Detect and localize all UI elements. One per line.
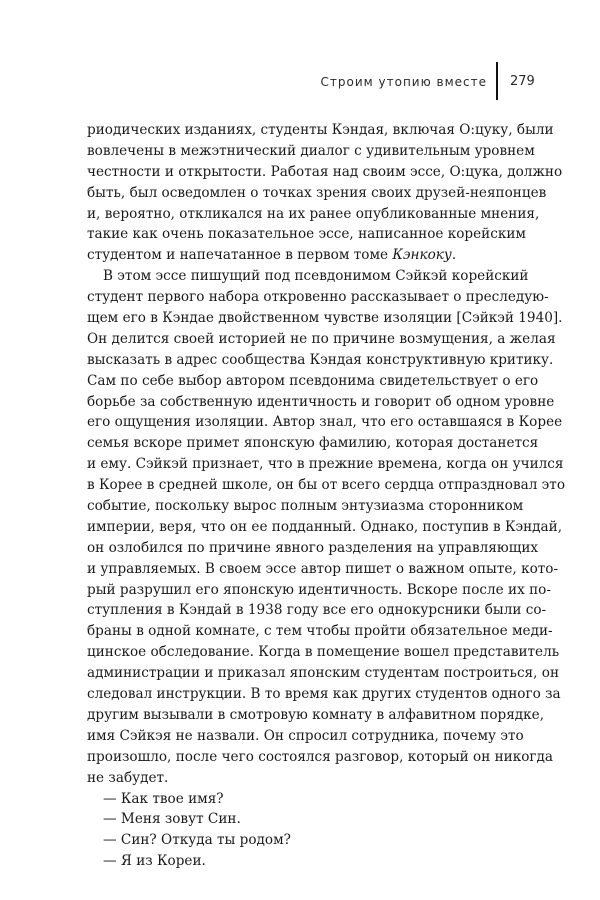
header-rule	[496, 62, 498, 100]
text-line: событие, поскольку вырос полным энтузиазма сторонником	[87, 498, 524, 515]
text-line: Сам по себе выбор автором псевдонима свидетельствует о его	[87, 372, 539, 389]
text-line: быть, был осведомлен о точках зрения своих друзей-неяпонцев	[87, 184, 547, 201]
text-line: произошло, после чего состоялся разговор, который он никогда	[87, 748, 554, 765]
text-line: борьбе за собственную идентичность и говорит об одном уровне	[87, 393, 555, 410]
text-line: студент первого набора откровенно рассказывает о преследую-	[87, 289, 549, 306]
text-line: и, вероятно, откликался на их ранее опубликованные мнения,	[87, 205, 540, 222]
text-line: другим вызывали в смотровую комнату в алфавитном порядке,	[87, 706, 545, 723]
text-line: семья вскоре примет японскую фамилию, которая достанется	[87, 435, 539, 452]
text-line: Он делится своей историей не по причине возмущения, а желая	[87, 330, 556, 347]
text-span: студентом и напечатанное в первом томе	[87, 247, 393, 264]
dialogue-line: — Я из Кореи.	[103, 853, 206, 870]
text-line: не забудет.	[87, 769, 169, 786]
text-line: имя Сэйкэя не назвали. Он спросил сотрудника, почему это	[87, 727, 524, 744]
dialogue-line: — Син? Откуда ты родом?	[103, 832, 291, 849]
text-line: следовал инструкции. В то время как других студентов одного за	[87, 686, 561, 703]
text-line: ступления в Кэндай в 1938 году все его однокурсники были со-	[87, 602, 547, 619]
text-line: щем его в Кэндае двойственном чувстве изоляции [Сэйкэй 1940].	[87, 310, 563, 327]
text-line: В этом эссе пишущий под псевдонимом Сэйкэй корейский	[103, 268, 529, 285]
body-text	[87, 120, 566, 872]
text-line: в Корее в средней школе, он бы от всего сердца отпраздновал это	[87, 477, 566, 494]
text-line: и ему. Сэйкэй признает, что в прежние времена, когда он учился	[87, 456, 564, 473]
text-line: его ощущения изоляции. Автор знал, что его оставшаяся в Корее	[87, 414, 563, 431]
text-line: цинское обследование. Когда в помещение вошел представитель	[87, 644, 560, 661]
text-line: империи, веря, что он ее подданный. Однако, поступив в Кэндай,	[87, 518, 563, 535]
dialogue-line: — Меня зовут Син.	[103, 811, 241, 828]
text-span: .	[451, 247, 457, 264]
text-line: рый разрушил его японскую идентичность. Вскоре после их по-	[87, 581, 551, 598]
page-number: 279	[510, 74, 535, 89]
dialogue-line: — Как твое имя?	[103, 790, 224, 807]
text-line: такие как очень показательное эссе, написанное корейским	[87, 226, 526, 243]
journal-title: Кэнкоку	[392, 247, 452, 264]
paragraph-1	[87, 120, 563, 266]
text-line: честности и открытости. Работая над своим эссе, О:цука, должно	[87, 163, 563, 180]
text-line: он озлобился по причине явного разделения на управляющих	[87, 539, 539, 556]
text-line: высказать в адрес сообщества Кэндая конструктивную критику.	[87, 351, 554, 368]
text-line: вовлечены в межэтнический диалог с удивительным уровнем	[87, 142, 535, 159]
dialogue	[87, 789, 499, 873]
paragraph-2	[87, 266, 566, 788]
text-line: браны в одной комнате, с тем чтобы пройти обязательное меди-	[87, 623, 553, 640]
text-line: риодических изданиях, студенты Кэндая, включая О:цуку, были	[87, 122, 554, 138]
text-line	[87, 245, 499, 266]
text-line: и управляемых. В своем эссе автор пишет о важном опыте, кото-	[87, 560, 559, 577]
text-line: администрации и приказал японским студентам построиться, он	[87, 665, 560, 682]
running-title: Строим утопию вместе	[320, 75, 487, 89]
